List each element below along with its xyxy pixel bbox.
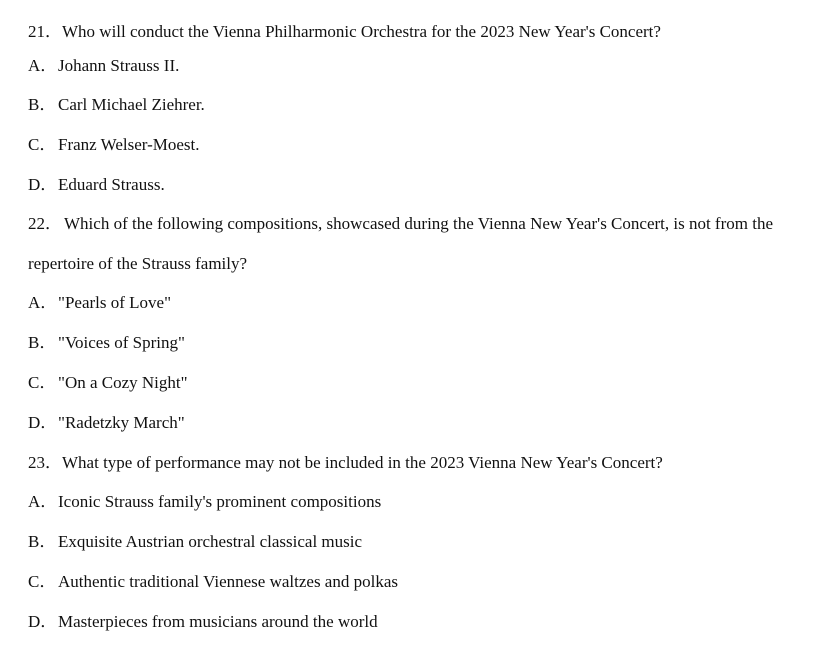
question-text: Which of the following compositions, showcased during the Vienna New Year's Concert, is not from the [64,214,773,233]
question-23-option-c [28,571,822,593]
question-22-option-d [28,412,822,434]
option-letter: A． [28,293,58,312]
question-number: 22． [28,214,62,233]
option-text: Franz Welser-Moest. [58,135,200,154]
option-text: "Pearls of Love" [58,293,172,312]
option-letter: C． [28,373,57,392]
question-22-stem-line-2 [28,253,822,275]
option-text: Eduard Strauss. [58,175,165,194]
question-text: What type of performance may not be included in the 2023 Vienna New Year's Concert? [62,453,663,472]
option-letter: D． [28,612,58,631]
question-23-stem [28,452,822,474]
question-21-stem [28,21,822,43]
option-text: Johann Strauss II. [58,56,180,75]
question-23-option-b [28,531,822,553]
question-21-option-c [28,134,822,156]
question-text-continued: repertoire of the Strauss family? [28,254,248,273]
option-letter: A． [28,492,58,511]
option-text: Authentic traditional Viennese waltzes and polkas [58,572,398,591]
option-text: Iconic Strauss family's prominent compositions [58,492,382,511]
option-letter: B． [28,333,57,352]
option-text: "Voices of Spring" [58,333,185,352]
question-21-option-d [28,174,822,196]
option-letter: B． [28,95,57,114]
option-letter: C． [28,572,57,591]
option-letter: D． [28,413,58,432]
option-letter: B． [28,532,57,551]
question-22-stem-line-1 [28,213,822,235]
option-letter: D． [28,175,58,194]
question-21-option-a [28,55,822,77]
question-23-option-a [28,491,822,513]
option-text: Carl Michael Ziehrer. [58,95,205,114]
question-22-option-c [28,372,822,394]
question-text: Who will conduct the Vienna Philharmonic Orchestra for the 2023 New Year's Concert? [62,22,661,41]
question-number: 23． [28,453,62,472]
option-text: Masterpieces from musicians around the world [58,612,378,631]
option-letter: C． [28,135,57,154]
question-number: 21． [28,22,62,41]
question-22-option-b [28,332,822,354]
question-23-option-d [28,611,822,633]
option-letter: A． [28,56,58,75]
option-text: Exquisite Austrian orchestral classical music [58,532,363,551]
question-21-option-b [28,94,822,116]
question-22-option-a [28,292,822,314]
option-text: "On a Cozy Night" [58,373,188,392]
option-text: "Radetzky March" [58,413,185,432]
